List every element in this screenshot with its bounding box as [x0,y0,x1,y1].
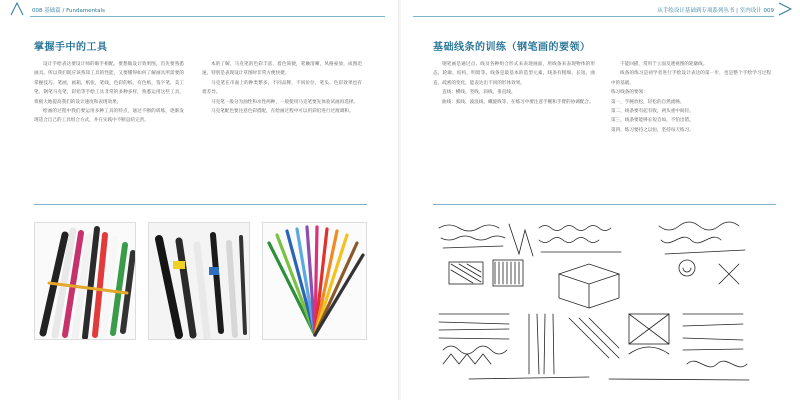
section-divider [34,204,367,205]
paragraph: 第二，线条要有起有收，两头重中间轻。 [611,109,694,115]
paragraph: 曲线：弧线、波浪线、螺旋线等，在练习中要注意手腕和手臂的协调配合。 [442,99,594,105]
photo-pens-markers [148,222,250,340]
paragraph: 马克笔配色要注意色彩搭配，在绘画过程中可以用彩铅进行过渡调和。 [211,109,354,115]
photo-colored-pencils [262,222,367,340]
paragraph: 线条的练习是初学者进行手绘设计表达的第一步，也是整个手绘学习过程中的基础。 [611,71,771,86]
left-page [0,0,399,400]
text-column-1 [433,60,595,107]
paragraph: 第一，手腕放松，轻松的自然流畅。 [611,99,685,105]
photo-marker-bundle [34,222,136,340]
paragraph: 直线：横线、竖线、斜线、垂直线。 [442,90,516,96]
header-rule [30,16,385,17]
corner-ornament-icon [778,2,792,16]
page-title: 基础线条的训练（钢笔画的要领） [433,42,591,53]
running-head: 从手绘设计基础到专项系列丛书 | 室内设计 009 [657,8,774,14]
running-head: 008 基础篇 / Fundamentals [32,8,105,14]
header-rule [413,16,774,17]
paragraph: 绘画的过程中我们要运用多种工具的特点，通过不断的训练，逐渐发现适合自己的工具组合方式，并在实践中不断总结完善。 [34,109,184,124]
text-column-2 [202,60,362,116]
corner-ornament-icon [10,2,24,16]
paragraph: 第三，线条要能够长短自如，不怕出错。 [611,118,694,124]
section-divider [433,204,776,205]
paragraph: 马克笔一般分为油性和水性两种，一般使用马克笔要先体验试画再选择。 [211,99,359,105]
page-title: 掌握手中的工具 [34,42,108,53]
right-page [401,0,800,400]
paragraph: 第四，练习要持之以恒，坚持每天练习。 [611,127,694,133]
text-column-1 [34,60,184,126]
line-practice-sketch [429,214,779,392]
paragraph: 练习线条的要领： [611,90,648,96]
text-column-2 [611,60,771,135]
paragraph: 本的了解，马克笔的色彩丰富，着色简便，笔触清晰，风格豪放，成图迅速，特别是表现设计草图时非常方便快捷。 [202,62,362,77]
paragraph: 设计手绘表达要设计师的眼手相配。要想做设计效果图，首先要熟悉画具。所以我们既应该熟知工具的性能，又要懂得如何了解画具所需要的掌握技巧。笔画，画箱，纸张，笔线，色彩的纸，有色纸，签字笔，美工笔，钢笔马克笔，彩铅等手绘工具非常的多种多样，熟悉运用这些工具，将极大地提高我们的设计速度和表现效果。 [34,62,184,105]
paragraph: 钢笔画是通过点、线及各种组合形式来表现画面，用线条来表现物体的形态、轮廓、结构、明暗等。线条是最基本的造型元素，线条有粗细、长短、曲直、疏密的变化，能表达出不同的形体效果。 [433,62,595,86]
paragraph: 不能回描，常用于立面及透视图的轮廓线。 [620,62,708,67]
paragraph: 马克笔在市面上的种类繁多，不同品牌，不同价位，笔头、色彩效果也有着差异。 [202,80,362,96]
